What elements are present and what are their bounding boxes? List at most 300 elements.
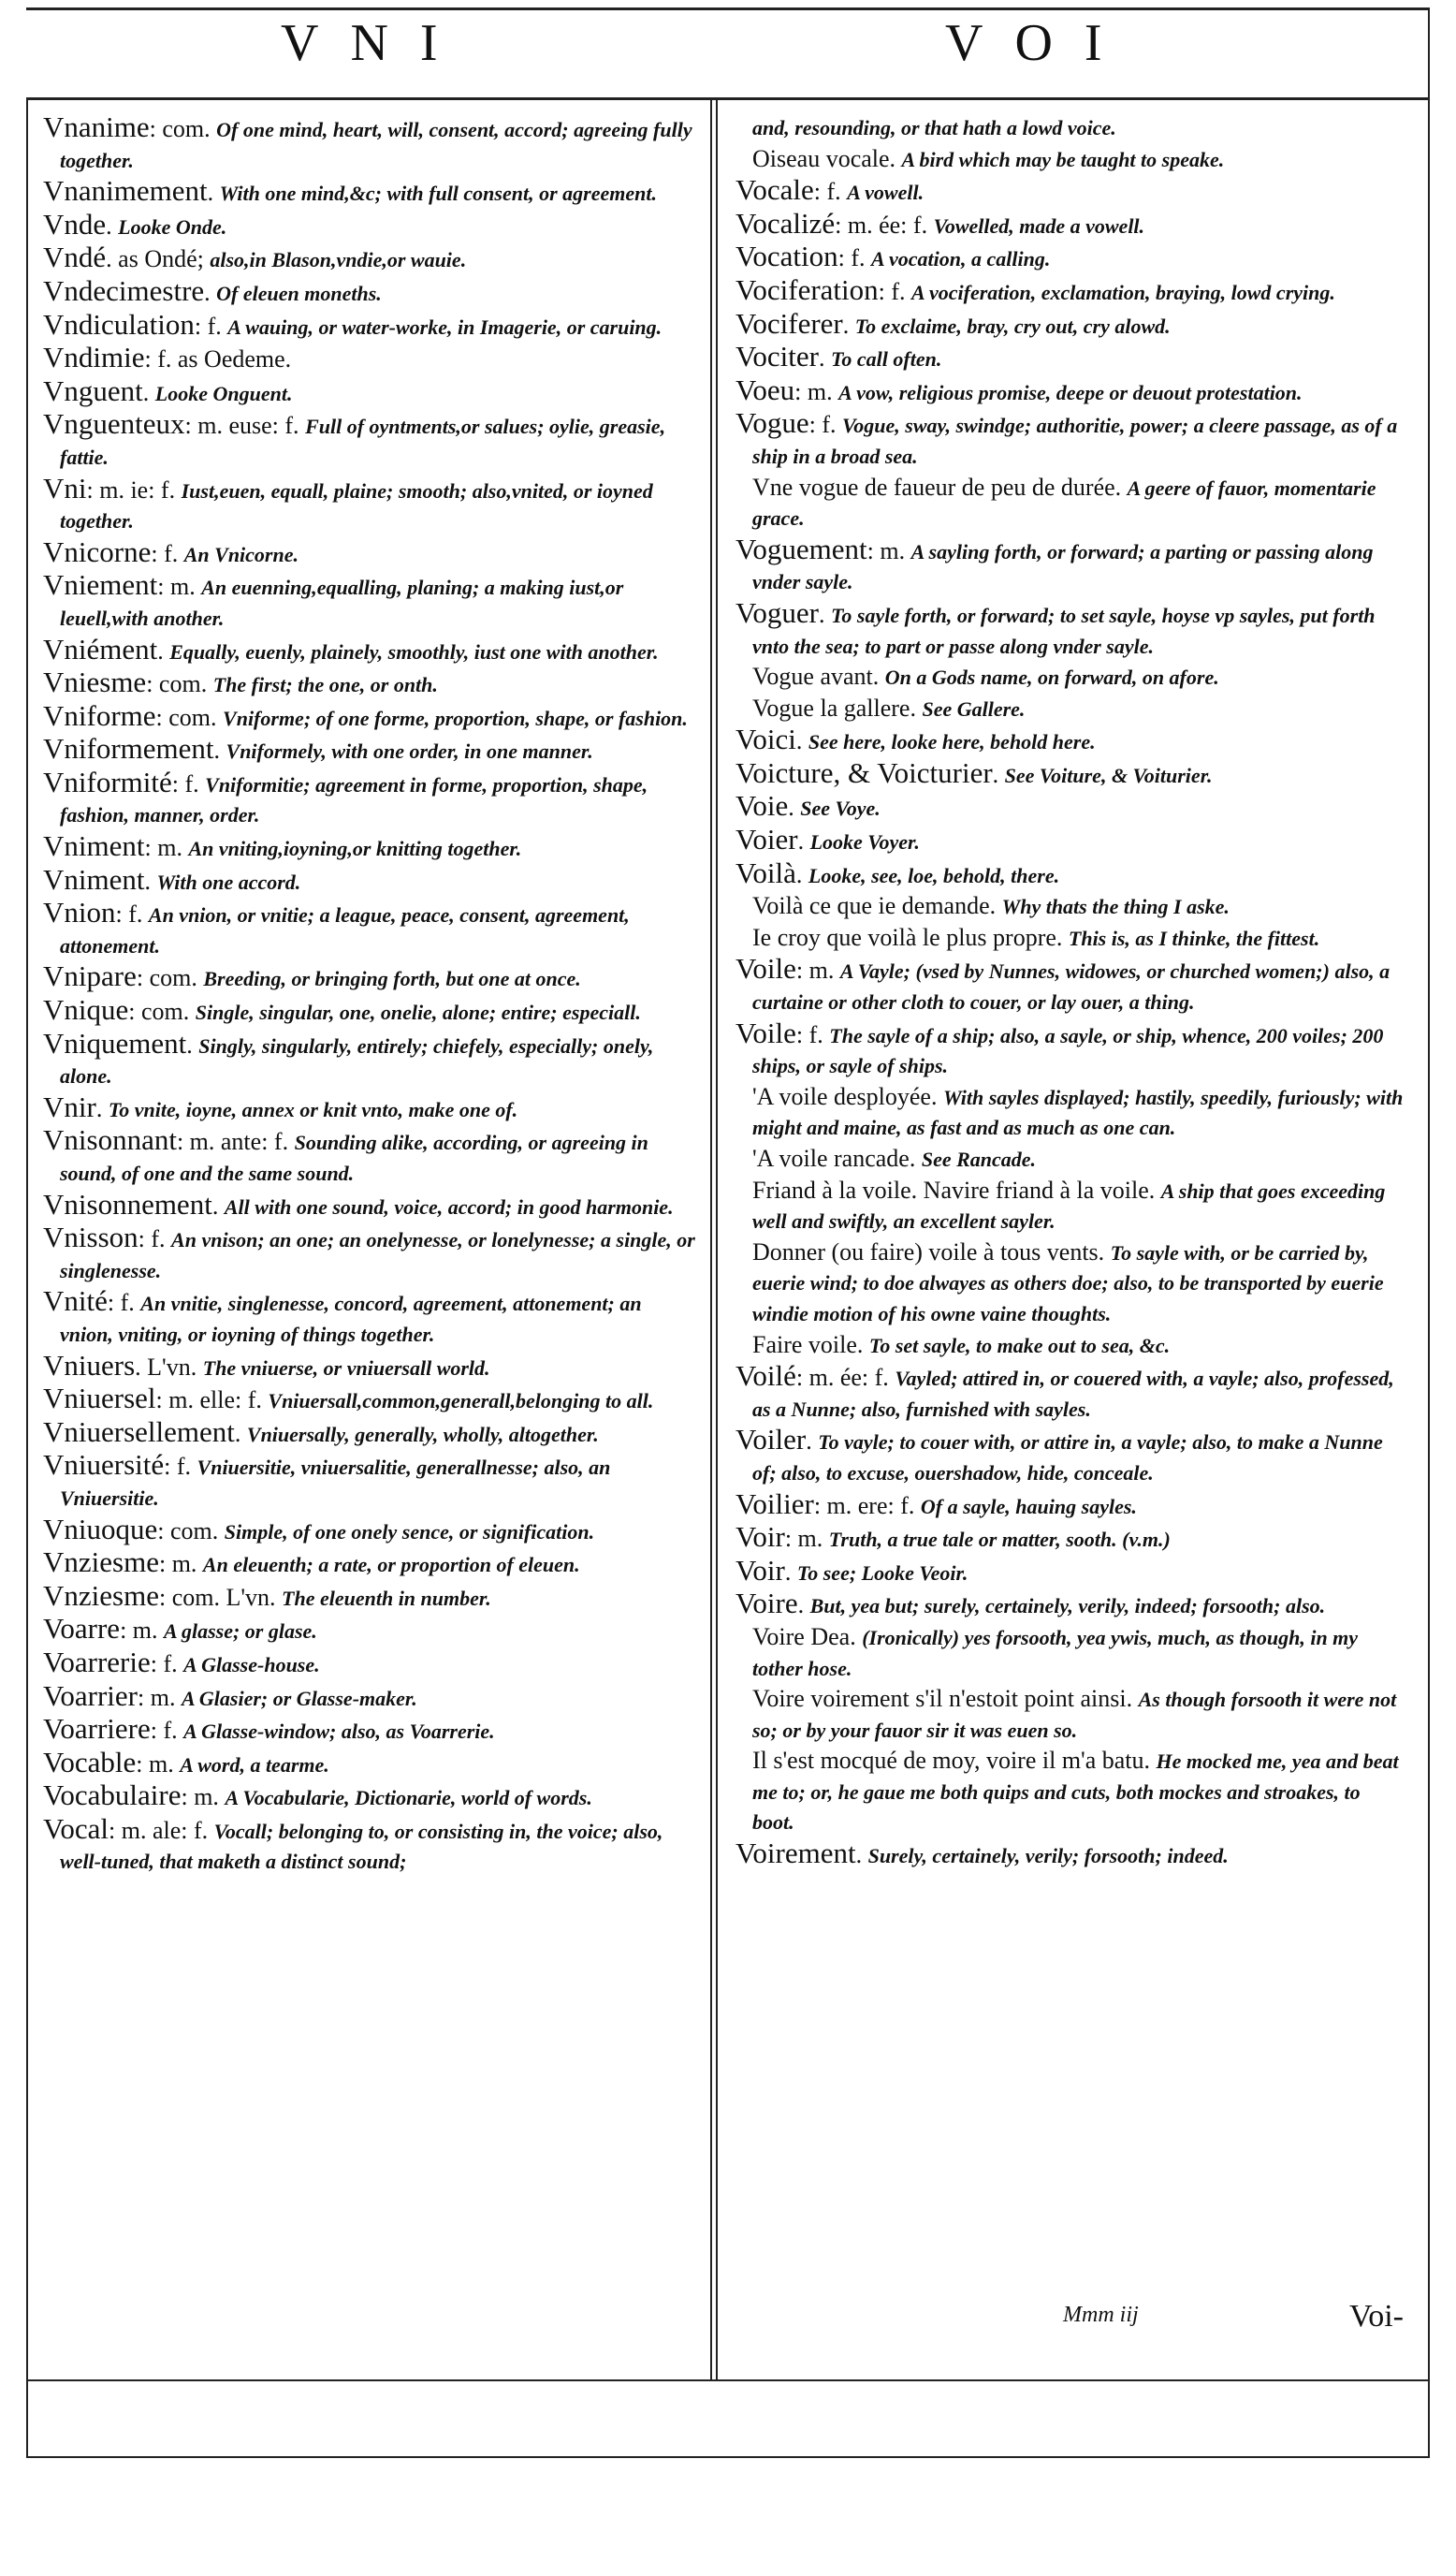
- headword: Vocabulaire: [43, 1778, 182, 1812]
- dictionary-entry: [43, 765, 698, 831]
- dictionary-entry: [735, 858, 1404, 892]
- definition: A bird which may be taught to speake.: [901, 147, 1225, 171]
- definition: and, resounding, or that hath a lowd voice.: [752, 116, 1116, 139]
- grammar-note: : m. ée: f.: [795, 1364, 895, 1392]
- headword: Vogue avant: [752, 663, 873, 691]
- headword: 'A voile rancade: [752, 1145, 910, 1172]
- dictionary-entry: [43, 667, 698, 701]
- grammar-note: .: [106, 212, 119, 240]
- grammar-note: .: [797, 1591, 810, 1619]
- right-header-title: VOI: [945, 14, 1134, 72]
- grammar-note: .: [234, 1419, 247, 1447]
- grammar-note: .: [842, 311, 855, 339]
- definition: Sounding alike, according, or agreeing in sound, of one and the same sound.: [60, 1131, 648, 1185]
- dictionary-entry: [735, 175, 1404, 209]
- left-column: [43, 112, 698, 1878]
- sub-entry: [752, 1176, 1404, 1237]
- dictionary-entry: [735, 1553, 1404, 1589]
- definition: Truth, a true tale or matter, sooth. (v.m.): [828, 1528, 1171, 1552]
- headword: Voile: [735, 952, 796, 986]
- headword: Vniuersel: [43, 1382, 156, 1415]
- definition: An vnison; an one; an onelynesse, or lonelynesse; a single, or singlenesse.: [60, 1228, 695, 1282]
- dictionary-entry: [43, 373, 698, 410]
- definition: Full of oyntments,or salues; oylie, greasie, fattie.: [60, 415, 666, 469]
- definition: See Rancade.: [921, 1148, 1037, 1171]
- headword: Vniuersellement: [43, 1414, 235, 1448]
- dictionary-entry: [735, 1838, 1404, 1872]
- headword: Vndiculation: [43, 307, 195, 341]
- sub-entry: [752, 1330, 1404, 1362]
- definition: A vow, religious promise, deepe or deuout protestation.: [838, 380, 1303, 404]
- headword: Vniement: [43, 568, 158, 602]
- dictionary-entry: [43, 471, 698, 537]
- grammar-note: : m.: [136, 1749, 181, 1778]
- headword: Vniuersité: [43, 1448, 165, 1482]
- headword: Vnisonnement: [43, 1187, 212, 1221]
- headword: Vnir: [43, 1090, 96, 1123]
- dictionary-entry: [43, 1286, 698, 1350]
- grammar-note: . L'vn.: [135, 1353, 203, 1381]
- grammar-note: .: [889, 144, 902, 172]
- grammar-note: .: [1114, 473, 1128, 501]
- definition: A wauing, or water-worke, in Imagerie, or caruing.: [227, 315, 662, 339]
- definition: A geere of fauor, momentarie grace.: [752, 476, 1376, 531]
- grammar-note: : m.: [866, 536, 911, 564]
- grammar-note: : com.: [146, 670, 213, 698]
- dictionary-entry: [735, 791, 1404, 825]
- definition: An eleuenth; a rate, or proportion of eleuen.: [202, 1553, 580, 1577]
- headword: Vociferer: [735, 306, 843, 340]
- headword: Vniment: [43, 862, 145, 896]
- dictionary-entry: [735, 375, 1404, 409]
- dictionary-entry: [43, 1450, 698, 1514]
- definition: A Glasier; or Glasse-maker.: [181, 1686, 417, 1710]
- grammar-note: : m.: [794, 377, 839, 405]
- grammar-note: .: [856, 1330, 869, 1358]
- headword: Vocale: [735, 173, 814, 207]
- definition: Vogue, sway, swindge; authoritie, power; a cleere passage, as of a ship in a broad sea.: [752, 414, 1398, 468]
- dictionary-entry: [735, 595, 1404, 662]
- definition: See Voiture, & Voiturier.: [1004, 763, 1213, 787]
- headword: Vnipare: [43, 959, 137, 993]
- definition: The eleuenth in number.: [282, 1586, 491, 1610]
- dictionary-entry: [43, 961, 698, 995]
- grammar-note: : m. elle: f.: [155, 1386, 269, 1414]
- grammar-note: : m.: [157, 573, 202, 601]
- grammar-note: : com.: [136, 964, 204, 992]
- dictionary-entry: [43, 1512, 698, 1548]
- dictionary-entry: [735, 825, 1404, 858]
- grammar-note: : f.: [151, 539, 184, 567]
- headword: Vnicorne: [43, 534, 152, 568]
- dictionary-entry: [43, 273, 698, 310]
- definition: The first; the one, or onth.: [212, 673, 438, 697]
- dictionary-entry: [43, 1780, 698, 1814]
- definition: As though forsooth it were not so; or by your fauor sir it was euen so.: [752, 1688, 1397, 1742]
- headword: Il s'est mocqué de moy, voire il m'a batu: [752, 1747, 1144, 1775]
- headword: Voile: [735, 1016, 796, 1049]
- sub-entry: [752, 1622, 1404, 1684]
- grammar-note: : m. ale: f.: [109, 1816, 214, 1844]
- dictionary-entry: [43, 831, 698, 865]
- grammar-note: .: [211, 1192, 225, 1220]
- grammar-note: : m.: [138, 1683, 182, 1711]
- definition: The sayle of a ship; also, a sayle, or ship, whence, 200 voiles; 200 ships, or sayle of ships.: [752, 1023, 1384, 1078]
- headword: Vnanime: [43, 110, 150, 143]
- grammar-note: : f.: [138, 1225, 172, 1253]
- headword: Vnziesme: [43, 1545, 159, 1579]
- dictionary-entry: [43, 898, 698, 961]
- grammar-note: .: [207, 179, 220, 207]
- dictionary-entry: [43, 1383, 698, 1417]
- definition: A Glasse-window; also, as Voarrerie.: [183, 1720, 495, 1744]
- grammar-note: .: [1056, 923, 1069, 951]
- top-rule: [26, 7, 1430, 10]
- dictionary-entry: [43, 1647, 698, 1681]
- definition: Equally, euenly, plainely, smoothly, iust one with another.: [169, 639, 659, 664]
- grammar-note: .: [930, 1082, 943, 1110]
- grammar-note: .: [806, 1427, 819, 1456]
- definition: Vowelled, made a vowell.: [933, 213, 1145, 238]
- dictionary-entry: [43, 1222, 698, 1286]
- headword: Vocalizé: [735, 206, 836, 240]
- headword: Voire: [735, 1587, 798, 1620]
- definition: Vniuersitie, vniuersalitie, generallnesse; also, an Vniuersitie.: [60, 1456, 611, 1510]
- dictionary-entry: [43, 242, 698, 276]
- headword: Vniformement: [43, 732, 214, 766]
- grammar-note: .: [818, 600, 831, 628]
- definition: An vnitie, singlenesse, concord, agreement, attonement; an vnion, vniting, or ioyning of things together.: [60, 1292, 642, 1346]
- sub-entry: [752, 1746, 1404, 1838]
- definition: Of one mind, heart, will, consent, accord; agreeing fully together.: [60, 118, 692, 172]
- grammar-note: : f.: [171, 769, 206, 798]
- headword: Vogue: [735, 406, 809, 440]
- dictionary-entry: [43, 1348, 698, 1384]
- headword: Voilà ce que ie demande: [752, 892, 990, 920]
- headword: Vogue la gallere: [752, 694, 910, 722]
- grammar-note: .: [872, 663, 885, 691]
- definition: A ship that goes exceeding well and swiftly, an excellent sayler.: [752, 1178, 1386, 1234]
- grammar-note: : f.: [813, 178, 848, 206]
- grammar-note: .: [157, 637, 170, 665]
- definition: A Glasse-house.: [183, 1652, 320, 1676]
- headword: Voarrier: [43, 1678, 138, 1712]
- grammar-note: : m.: [795, 957, 840, 985]
- headword: Vnisonnant: [43, 1123, 177, 1157]
- grammar-note: : com.: [128, 998, 196, 1026]
- grammar-note: : com.: [149, 115, 217, 142]
- grammar-note: .: [204, 278, 217, 306]
- headword: Voire voirement s'il n'estoit point ainsi: [752, 1685, 1127, 1713]
- grammar-note: .: [850, 1622, 863, 1650]
- definition: To call often.: [830, 347, 942, 372]
- dictionary-entry: [43, 632, 698, 668]
- headword: Vnguenteux: [43, 407, 185, 441]
- grammar-note: : m.: [158, 1550, 203, 1578]
- definition: A word, a tearme.: [180, 1752, 329, 1777]
- definition: To sayle with, or be carried by, euerie wind; to doe alwayes as others doe; also, to be transported by euerie windie motion of his owne vaine thoughts.: [752, 1240, 1384, 1325]
- grammar-note: .: [910, 694, 923, 722]
- headword: Vnguent: [43, 373, 143, 407]
- headword: Vndimie: [43, 341, 145, 374]
- dictionary-entry: [43, 1547, 698, 1581]
- definition: See Gallere.: [922, 696, 1026, 721]
- header-rule: [26, 97, 1430, 100]
- definition: Vocall; belonging to, or consisting in, the voice; also, well-tuned, that maketh a distinct sound;: [60, 1819, 663, 1874]
- grammar-note: : com.: [157, 1516, 225, 1544]
- column-divider-rule-2: [716, 97, 718, 2381]
- grammar-note: : com. L'vn.: [158, 1583, 283, 1611]
- definition: With one accord.: [156, 870, 301, 894]
- dictionary-entry: [735, 534, 1404, 598]
- headword: Vocation: [735, 240, 838, 273]
- definition: To vnite, ioyne, annex or knit vnto, make one of.: [108, 1097, 518, 1121]
- definition: also,in Blason,vndie,or wauie.: [210, 248, 467, 272]
- dictionary-entry: [43, 343, 698, 376]
- dictionary-entry: [43, 1578, 698, 1615]
- headword: Vniquement: [43, 1026, 187, 1060]
- dictionary-entry: [43, 1745, 698, 1781]
- dictionary-entry: [43, 1414, 698, 1451]
- headword: Vndecimestre: [43, 273, 205, 307]
- definition: Vniformitie; agreement in forme, proportion, shape, fashion, manner, order.: [60, 772, 648, 827]
- definition: But, yea but; surely, certainely, verily, indeed; forsooth; also.: [809, 1594, 1326, 1618]
- definition: A vowell.: [847, 181, 925, 205]
- headword: Voie: [735, 789, 789, 823]
- definition: To set sayle, to make out to sea, &c.: [868, 1333, 1171, 1357]
- definition: To sayle forth, or forward; to set sayle, hoyse vp sayles, put forth vnto the sea; to part or passe along vnder sayle.: [752, 603, 1376, 658]
- grammar-note: : f.: [808, 411, 843, 439]
- dictionary-entry: [43, 1714, 698, 1748]
- grammar-note: : f. as Oedeme.: [144, 345, 292, 373]
- dictionary-entry: [43, 1125, 698, 1189]
- headword: Vniment: [43, 829, 145, 863]
- headword: Voier: [735, 823, 798, 856]
- grammar-note: : f.: [107, 1289, 141, 1317]
- grammar-note: .: [992, 760, 1005, 788]
- dictionary-entry: [43, 307, 698, 344]
- grammar-note: .: [186, 1031, 199, 1059]
- headword: Voici: [735, 723, 796, 756]
- definition: To vayle; to couer with, or attire in, a vayle; also, to make a Nunne of; also, to excuse, ouershadow, hide, conceale.: [752, 1430, 1383, 1485]
- dictionary-entry: [43, 862, 698, 899]
- grammar-note: .: [795, 727, 808, 755]
- definition: See Voye.: [800, 797, 881, 821]
- headword: Voilà: [735, 856, 796, 889]
- definition: (Ironically) yes forsooth, yea ywis, much, as though, in my tother hose.: [752, 1625, 1359, 1680]
- definition: Breeding, or bringing forth, but one at once.: [203, 967, 581, 991]
- right-column: [735, 112, 1404, 1872]
- headword: Vndé: [43, 241, 107, 274]
- headword: Vniuoque: [43, 1512, 158, 1545]
- grammar-note: : m. ere: f.: [813, 1491, 921, 1519]
- definition: Vayled; attired in, or couered with, a vayle; also, professed, as a Nunne; also, furnished with sayles.: [752, 1367, 1394, 1421]
- outer-right-rule: [1428, 7, 1430, 2456]
- dictionary-entry: [735, 954, 1404, 1017]
- grammar-note: .: [1126, 1685, 1139, 1713]
- grammar-note: .: [784, 1558, 797, 1586]
- grammar-note: : f.: [150, 1649, 184, 1677]
- dictionary-entry: [735, 272, 1404, 309]
- dictionary-entry: [43, 1187, 698, 1223]
- grammar-note: : m. ie: f.: [86, 476, 182, 504]
- dictionary-entry: [735, 1018, 1404, 1082]
- headword: Vnziesme: [43, 1578, 159, 1612]
- grammar-note: : f.: [115, 900, 149, 929]
- headword: Vnité: [43, 1284, 108, 1318]
- headword: Vnde: [43, 207, 107, 241]
- dictionary-entry: [735, 1522, 1404, 1556]
- dictionary-entry: [735, 306, 1404, 343]
- headword: Voir: [735, 1553, 785, 1587]
- definition: Of a sayle, hauing sayles.: [920, 1494, 1137, 1518]
- dictionary-entry: [43, 1614, 698, 1647]
- definition: A sayling forth, or forward; a parting or passing along vnder sayle.: [752, 539, 1374, 594]
- definition: Surely, certainely, verily; forsooth; indeed.: [867, 1844, 1229, 1868]
- headword: Vociferation: [735, 272, 879, 306]
- sub-entry: [752, 1237, 1404, 1330]
- grammar-note: .: [213, 737, 226, 765]
- grammar-note: : com.: [155, 703, 224, 731]
- definition: An euenning,equalling, planing; a making iust,or leuell,with another.: [60, 576, 624, 630]
- grammar-note: : m. euse: f.: [184, 412, 306, 440]
- headword: Faire voile: [752, 1330, 857, 1358]
- dictionary-entry: [43, 995, 698, 1029]
- headword: Voarrerie: [43, 1645, 151, 1678]
- grammar-note: .: [795, 860, 808, 888]
- headword: Donner (ou faire) voile à tous vents: [752, 1237, 1099, 1266]
- grammar-note: : m. ante: f.: [176, 1128, 295, 1156]
- dictionary-entry: [735, 242, 1404, 275]
- grammar-note: : f.: [164, 1453, 197, 1481]
- dictionary-entry: [43, 1092, 698, 1126]
- definition: Vniforme; of one forme, proportion, shape, or fashion.: [223, 706, 688, 730]
- definition: Single, singular, one, onelie, alone; entire; especiall.: [195, 1001, 641, 1025]
- sub-entry: [752, 694, 1404, 725]
- grammar-note: .: [989, 892, 1002, 920]
- dictionary-entry: [43, 409, 698, 473]
- sub-entry: [752, 662, 1404, 694]
- bottom-rule-outer: [26, 2456, 1430, 2458]
- definition: A Vocabularie, Dictionarie, world of words.: [225, 1786, 592, 1810]
- dictionary-entry: [43, 1811, 698, 1878]
- definition: Iust,euen, equall, plaine; smooth; also,vnited, or ioyned together.: [60, 478, 653, 534]
- headword: 'A voile desployée: [752, 1082, 931, 1110]
- headword: Voarre: [43, 1612, 121, 1646]
- page-footer: [735, 2299, 1404, 2340]
- headword: Vociter: [735, 340, 819, 373]
- grammar-note: : f.: [837, 244, 872, 272]
- headword: Voguer: [735, 595, 819, 629]
- headword: Voarriere: [43, 1712, 151, 1746]
- grammar-note: . as Ondé;: [106, 245, 211, 273]
- dictionary-entry: [735, 206, 1404, 242]
- sub-entry: [752, 891, 1404, 923]
- grammar-note: .: [1148, 1176, 1161, 1204]
- definition: The vniuerse, or vniuersall world.: [202, 1355, 490, 1380]
- headword: Vnisson: [43, 1221, 138, 1254]
- headword: Vnanimement: [43, 174, 208, 208]
- dictionary-entry: [735, 1588, 1404, 1622]
- definition: To exclaime, bray, cry out, cry alowd.: [854, 314, 1171, 338]
- definition: An Vnicorne.: [183, 542, 298, 566]
- bottom-rule: [26, 2379, 1430, 2381]
- dictionary-entry: [735, 755, 1404, 792]
- headword: Vnique: [43, 993, 129, 1027]
- grammar-note: .: [1098, 1237, 1111, 1266]
- headword: Voire Dea: [752, 1622, 851, 1650]
- sub-entry: [752, 473, 1404, 534]
- definition: Looke Voyer.: [809, 830, 920, 855]
- dictionary-entry: [43, 734, 698, 768]
- definition: Why thats the thing I aske.: [1001, 895, 1230, 919]
- definition: Of eleuen moneths.: [216, 281, 382, 305]
- definition: A vociferation, exclamation, braying, lowd crying.: [911, 280, 1335, 304]
- headword: Vniuers: [43, 1348, 136, 1382]
- headword: Vni: [43, 471, 87, 505]
- column-divider-rule: [710, 97, 712, 2381]
- definition: This is, as I thinke, the fittest.: [1068, 926, 1320, 950]
- dictionary-entry: [735, 1361, 1404, 1425]
- grammar-note: : f.: [795, 1020, 830, 1048]
- dictionary-entry: [735, 342, 1404, 375]
- dictionary-entry: [43, 534, 698, 571]
- dictionary-entry: [43, 1678, 698, 1715]
- dictionary-entry: [735, 1486, 1404, 1523]
- definition: He mocked me, yea and beat me to; or, he gaue me both quips and cuts, both mockes and stroakes, to boot.: [752, 1749, 1399, 1835]
- grammar-note: : m. ée: f.: [835, 211, 934, 239]
- dictionary-entry: [735, 408, 1404, 472]
- grammar-note: .: [855, 1841, 868, 1869]
- headword: Vocable: [43, 1745, 137, 1778]
- headword: Vnion: [43, 896, 116, 929]
- headword: Vne vogue de faueur de peu de durée: [752, 473, 1115, 501]
- grammar-note: : f.: [878, 277, 912, 305]
- definition: Vniuersall,common,generall,belonging to all.: [268, 1389, 654, 1413]
- grammar-note: : m.: [120, 1617, 165, 1645]
- definition: Looke, see, loe, behold, there.: [808, 863, 1060, 887]
- grammar-note: : f.: [194, 312, 228, 340]
- headword: Vniformité: [43, 765, 172, 798]
- grammar-note: .: [797, 827, 810, 856]
- headword: Vniforme: [43, 698, 156, 732]
- headword: Vniément: [43, 632, 158, 666]
- sub-entry: [752, 1082, 1404, 1144]
- headword: Voguement: [735, 532, 867, 565]
- dictionary-entry: [43, 698, 698, 735]
- dictionary-entry: [43, 1026, 698, 1092]
- outer-left-rule: [26, 97, 28, 2456]
- grammar-note: : m.: [181, 1783, 226, 1811]
- grammar-note: .: [909, 1145, 922, 1172]
- sub-entry: [752, 923, 1404, 955]
- signature-mark: Mmm iij: [1063, 2303, 1139, 2327]
- sub-entry: [752, 112, 1404, 144]
- dictionary-entry: [43, 207, 698, 243]
- dictionary-entry: [735, 724, 1404, 758]
- headword: Voeu: [735, 373, 795, 406]
- definition: See here, looke here, behold here.: [808, 730, 1096, 754]
- grammar-note: .: [818, 344, 831, 373]
- headword: Ie croy que voilà le plus propre: [752, 923, 1056, 951]
- definition: Vniformely, with one order, in one manner.: [226, 739, 593, 764]
- definition: Singly, singularly, entirely; chiefely, especially; onely, alone.: [60, 1033, 654, 1089]
- grammar-note: .: [1143, 1747, 1157, 1775]
- dictionary-entry: [43, 112, 698, 176]
- definition: An vnion, or vnitie; a league, peace, consent, agreement, attonement.: [60, 903, 630, 958]
- headword: Voilier: [735, 1486, 814, 1520]
- grammar-note: .: [788, 794, 801, 822]
